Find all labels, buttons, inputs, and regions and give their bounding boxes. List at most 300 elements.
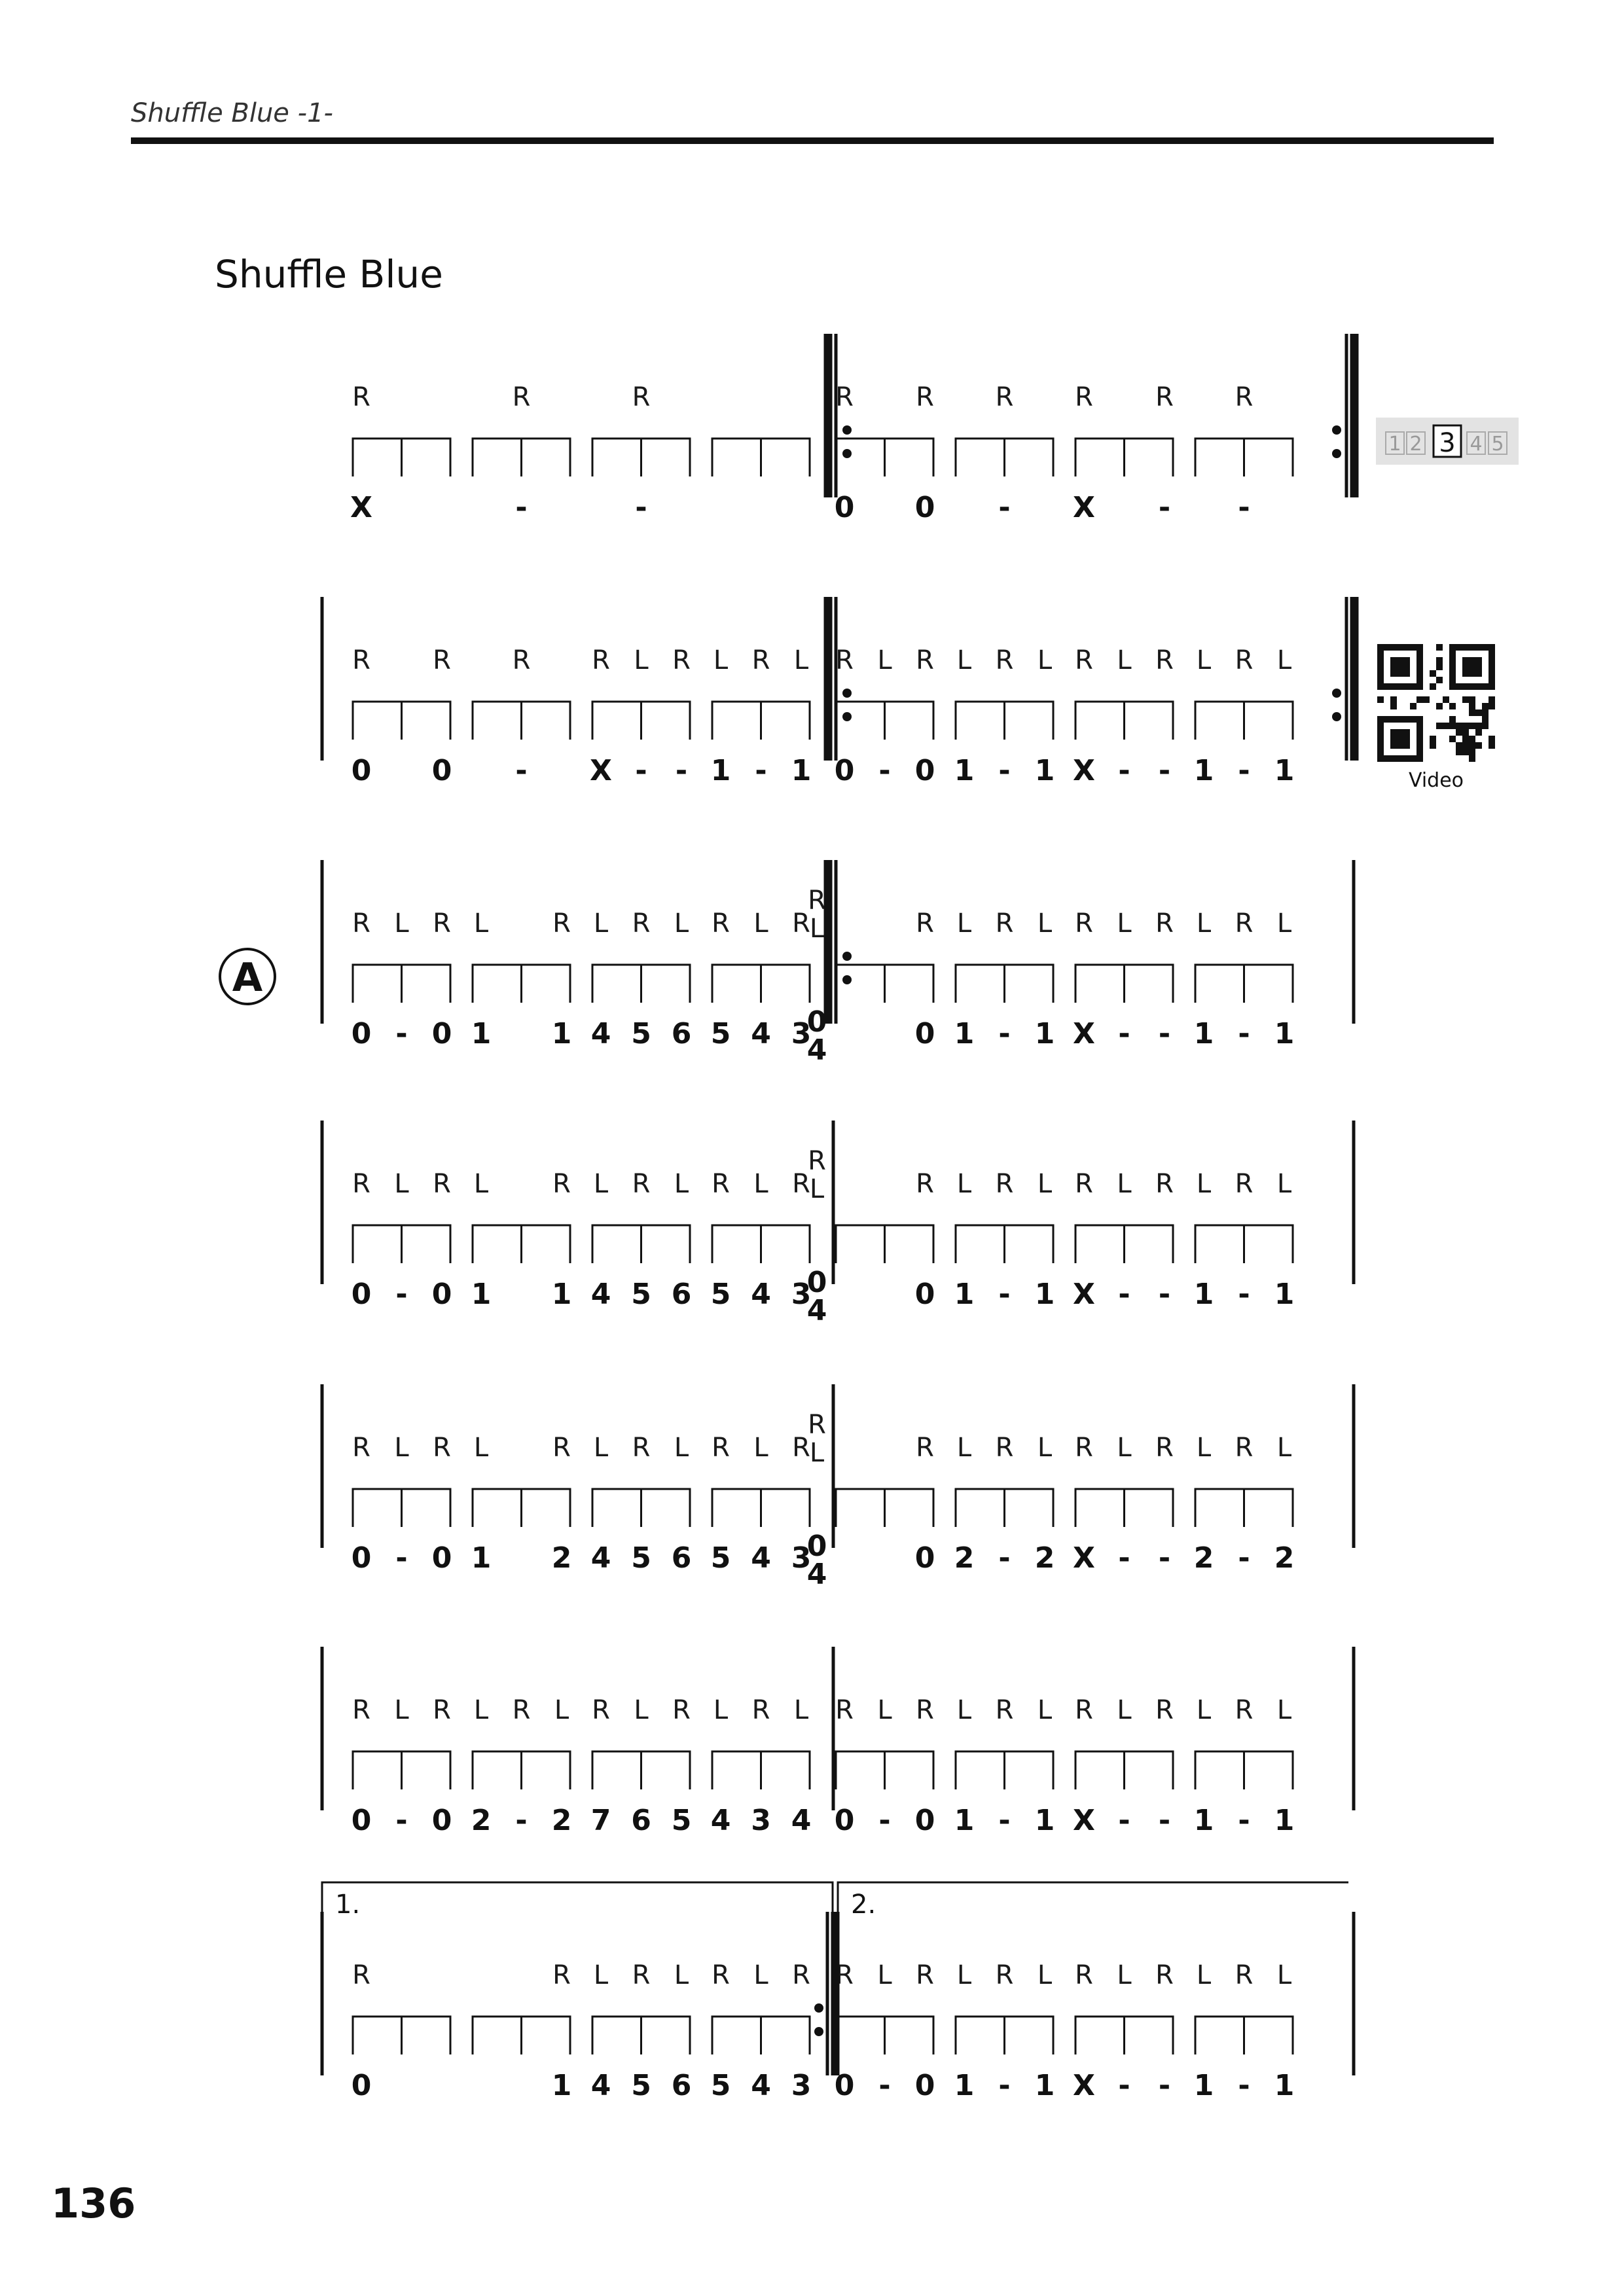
qr-module — [1430, 670, 1436, 677]
note-value: - — [998, 754, 1011, 787]
sticking-label: R — [835, 645, 854, 675]
sticking-label: L — [1117, 908, 1132, 939]
qr-module — [1456, 749, 1462, 755]
sticking-label: L — [634, 645, 649, 675]
sticking-label: R — [1075, 908, 1093, 939]
note-value: 1 — [954, 1804, 975, 1837]
qr-module — [1462, 723, 1469, 729]
beam-group — [836, 2017, 933, 2054]
sticking-label: R — [1235, 645, 1254, 675]
note-value: X — [1073, 1017, 1095, 1050]
qr-module — [1456, 723, 1462, 729]
sticking-label: L — [554, 1695, 569, 1725]
note-value: 1 — [1034, 1804, 1055, 1837]
note-value: - — [998, 1017, 1011, 1050]
note-value: 1 — [1274, 2069, 1295, 2102]
sticking-label: R — [1075, 382, 1093, 412]
sticking-label: R — [916, 1960, 934, 1990]
ending-label-2: 2. — [851, 1890, 876, 1920]
note-value: 4 — [590, 1017, 611, 1050]
note-value: 0 — [834, 2069, 855, 2102]
qr-module — [1489, 742, 1495, 749]
note-value: 1 — [954, 1278, 975, 1311]
note-value: 1 — [471, 1541, 492, 1575]
stacked-sticking: L — [809, 914, 825, 944]
sticking-label: L — [1276, 1169, 1292, 1199]
beam-group — [712, 2017, 810, 2054]
sticking-label: R — [792, 1433, 810, 1463]
sticking-label: L — [713, 645, 729, 675]
note-value: X — [1073, 754, 1095, 787]
sticking-label: R — [592, 645, 610, 675]
beam-group — [956, 702, 1053, 740]
beam-group — [1195, 965, 1293, 1003]
beam-group — [836, 702, 933, 740]
note-value: 2 — [1034, 1541, 1055, 1575]
note-value: 0 — [914, 754, 935, 787]
sticking-label: R — [1155, 1433, 1174, 1463]
sticking-label: L — [1196, 1169, 1212, 1199]
qr-finder-core — [1390, 729, 1410, 749]
qr-module — [1423, 696, 1430, 703]
score-row-4 — [322, 1121, 1354, 1327]
note-value: 5 — [710, 1278, 731, 1311]
beam-group — [956, 965, 1053, 1003]
note-value: - — [515, 1804, 528, 1837]
sticking-label: R — [1075, 1695, 1093, 1725]
qr-module — [1482, 723, 1489, 729]
sticking-label: L — [1037, 645, 1053, 675]
sticking-label: R — [712, 1960, 730, 1990]
sticking-label: R — [1075, 1960, 1093, 1990]
sticking-label: R — [1235, 1960, 1254, 1990]
sticking-label: R — [352, 1433, 370, 1463]
note-value: - — [998, 2069, 1011, 2102]
sticking-label: R — [751, 1695, 770, 1725]
qr-module — [1462, 742, 1469, 749]
sticking-label: L — [674, 1433, 689, 1463]
sticking-label: R — [1235, 1433, 1254, 1463]
note-value: 5 — [631, 2069, 651, 2102]
qr-module — [1443, 723, 1449, 729]
sticking-label: R — [995, 1695, 1014, 1725]
note-value: 1 — [471, 1278, 492, 1311]
sticking-label: R — [433, 645, 451, 675]
note-value: 1 — [1193, 2069, 1214, 2102]
qr-module — [1443, 696, 1449, 703]
note-value: X — [1073, 1278, 1095, 1311]
repeat-start-dot-top — [842, 689, 852, 698]
sticking-label: L — [1276, 1960, 1292, 1990]
sticking-label: R — [512, 382, 531, 412]
note-value: 2 — [954, 1541, 975, 1575]
sticking-label: L — [1117, 1169, 1132, 1199]
note-value: - — [395, 1278, 408, 1311]
sticking-label: R — [352, 1695, 370, 1725]
sticking-label: R — [1075, 1433, 1093, 1463]
video-label: Video — [1408, 769, 1464, 792]
note-value: 1 — [954, 754, 975, 787]
qr-module — [1416, 696, 1423, 703]
note-value: 1 — [1193, 1278, 1214, 1311]
note-value: 0 — [834, 1804, 855, 1837]
beam-group — [712, 1751, 810, 1789]
note-value: 3 — [791, 1541, 812, 1575]
sticking-label: L — [1196, 1960, 1212, 1990]
qr-finder-core — [1390, 657, 1410, 677]
sticking-label: R — [712, 1433, 730, 1463]
repeat-end-dot-bottom — [814, 2027, 823, 2036]
stacked-sticking: R — [808, 1410, 826, 1440]
repeat-counter-digit: 1 — [1388, 433, 1401, 456]
note-value: 0 — [431, 1804, 452, 1837]
qr-module — [1430, 736, 1436, 742]
note-value: 5 — [710, 1017, 731, 1050]
beam-group — [473, 702, 570, 740]
note-value: - — [1158, 754, 1171, 787]
sticking-label: L — [1117, 1695, 1132, 1725]
score-row-2 — [322, 597, 1495, 792]
qr-module — [1482, 716, 1489, 723]
sticking-label: L — [1037, 908, 1053, 939]
note-value: 4 — [751, 1278, 771, 1311]
repeat-start-dot-top — [842, 952, 852, 961]
qr-module — [1475, 729, 1482, 736]
sticking-label: L — [634, 1695, 649, 1725]
beam-group — [1075, 1751, 1173, 1789]
qr-module — [1469, 755, 1475, 762]
beam-group — [1195, 1489, 1293, 1527]
sticking-label: R — [592, 1695, 610, 1725]
qr-module — [1482, 703, 1489, 709]
note-value: - — [1118, 1278, 1130, 1311]
running-title: Shuffle Blue -1- — [131, 98, 333, 128]
qr-module — [1436, 677, 1443, 683]
beam-group — [712, 1489, 810, 1527]
sticking-label: R — [1155, 645, 1174, 675]
beam-group — [353, 702, 450, 740]
note-value: 5 — [631, 1017, 651, 1050]
note-value: 1 — [1274, 1804, 1295, 1837]
note-value: 0 — [351, 1804, 372, 1837]
ending-bracket-1 — [322, 1882, 833, 1918]
ending-label-1: 1. — [335, 1890, 361, 1920]
beam-group — [353, 1751, 450, 1789]
score-row-1 — [350, 334, 1519, 524]
note-value: - — [635, 491, 647, 524]
sticking-label: L — [793, 1695, 809, 1725]
beam-group — [836, 439, 933, 476]
qr-module — [1436, 664, 1443, 670]
section-label: A — [232, 955, 263, 1001]
repeat-end-dot-top — [1332, 425, 1341, 435]
note-value: 1 — [551, 2069, 572, 2102]
note-value: - — [1238, 1541, 1250, 1575]
note-value: 2 — [551, 1804, 572, 1837]
note-value: - — [998, 491, 1011, 524]
note-value: 6 — [631, 1804, 651, 1837]
beam-group — [473, 439, 570, 476]
note-value: - — [1158, 1804, 1171, 1837]
sticking-label: R — [1155, 1960, 1174, 1990]
sticking-label: R — [1155, 1695, 1174, 1725]
note-value: - — [1158, 491, 1171, 524]
note-value: - — [515, 754, 528, 787]
note-value: 0 — [351, 1278, 372, 1311]
note-value: 1 — [1034, 754, 1055, 787]
note-value: 2 — [551, 1541, 572, 1575]
score-row-3 — [220, 860, 1354, 1067]
note-value: 1 — [954, 2069, 975, 2102]
note-value: 0 — [914, 1804, 935, 1837]
note-value: - — [395, 1017, 408, 1050]
repeat-end-dot-bottom — [1332, 449, 1341, 458]
sticking-label: L — [956, 1960, 972, 1990]
qr-module — [1430, 742, 1436, 749]
sticking-label: L — [674, 908, 689, 939]
sticking-label: R — [712, 908, 730, 939]
note-value: 0 — [914, 1541, 935, 1575]
sticking-label: L — [1037, 1960, 1053, 1990]
note-value: 1 — [1274, 1278, 1295, 1311]
sticking-label: L — [753, 1169, 768, 1199]
note-value: X — [1073, 491, 1095, 524]
note-value: 4 — [710, 1804, 731, 1837]
note-value: 4 — [590, 1541, 611, 1575]
note-value: 5 — [710, 2069, 731, 2102]
note-value: - — [1118, 1017, 1130, 1050]
sticking-label: R — [433, 1169, 451, 1199]
qr-module — [1489, 736, 1495, 742]
ending-bracket-2 — [838, 1882, 1348, 1918]
sticking-label: R — [552, 908, 571, 939]
beam-group — [1195, 1225, 1293, 1263]
note-value: - — [1118, 754, 1130, 787]
qr-module — [1456, 729, 1462, 736]
repeat-start-dot-bottom — [842, 449, 852, 458]
stacked-note: 0 — [806, 1266, 827, 1299]
note-value: - — [998, 1278, 1011, 1311]
beam-group — [473, 965, 570, 1003]
sticking-label: R — [712, 1169, 730, 1199]
sticking-label: R — [1155, 382, 1174, 412]
sticking-label: R — [632, 382, 651, 412]
note-value: - — [878, 2069, 891, 2102]
sticking-label: L — [473, 1169, 489, 1199]
note-value: 0 — [351, 1017, 372, 1050]
sticking-label: L — [713, 1695, 729, 1725]
sticking-label: L — [1037, 1695, 1053, 1725]
sticking-label: L — [1196, 645, 1212, 675]
stacked-sticking: R — [808, 1146, 826, 1176]
beam-group — [1075, 1489, 1173, 1527]
score-row-6 — [322, 1647, 1354, 1837]
sticking-label: R — [995, 1433, 1014, 1463]
sticking-label: R — [552, 1433, 571, 1463]
note-value: - — [1238, 491, 1250, 524]
note-value: 0 — [431, 754, 452, 787]
beam-group — [712, 702, 810, 740]
qr-module — [1489, 703, 1495, 709]
sticking-label: R — [632, 908, 651, 939]
beam-group — [473, 1489, 570, 1527]
note-value: 6 — [671, 1278, 692, 1311]
page-title: Shuffle Blue — [215, 252, 443, 296]
note-value: 1 — [1193, 1804, 1214, 1837]
sticking-label: L — [956, 1433, 972, 1463]
sticking-label: L — [473, 1433, 489, 1463]
note-value: - — [515, 491, 528, 524]
note-value: X — [350, 491, 372, 524]
qr-module — [1377, 696, 1384, 703]
repeat-counter-digit: 2 — [1409, 433, 1422, 456]
note-value: 5 — [631, 1541, 651, 1575]
beam-group — [1075, 439, 1173, 476]
sticking-label: L — [956, 1695, 972, 1725]
sticking-label: R — [352, 1169, 370, 1199]
sticking-label: R — [1235, 1169, 1254, 1199]
beam-group — [473, 1225, 570, 1263]
qr-module — [1430, 683, 1436, 690]
sticking-label: R — [835, 382, 854, 412]
qr-module — [1469, 742, 1475, 749]
stacked-sticking: R — [808, 886, 826, 916]
beam-group — [1195, 702, 1293, 740]
note-value: - — [395, 1804, 408, 1837]
sticking-label: L — [1276, 1695, 1292, 1725]
stacked-sticking: L — [809, 1174, 825, 1204]
note-value: 6 — [671, 2069, 692, 2102]
beam-group — [353, 965, 450, 1003]
note-value: 0 — [834, 754, 855, 787]
beam-group — [836, 1751, 933, 1789]
note-value: 1 — [1034, 2069, 1055, 2102]
beam-group — [592, 1225, 690, 1263]
note-value: 1 — [1193, 1017, 1214, 1050]
note-value: 0 — [351, 2069, 372, 2102]
sticking-label: R — [433, 1433, 451, 1463]
note-value: 1 — [1034, 1278, 1055, 1311]
repeat-counter-current: 3 — [1439, 428, 1456, 458]
sticking-label: R — [672, 1695, 691, 1725]
sticking-label: R — [1155, 1169, 1174, 1199]
beam-group — [956, 1751, 1053, 1789]
sticking-label: R — [916, 1433, 934, 1463]
qr-module — [1475, 742, 1482, 749]
note-value: 1 — [954, 1017, 975, 1050]
repeat-counter-digit: 4 — [1470, 433, 1483, 456]
note-value: 0 — [834, 491, 855, 524]
beam-group — [592, 965, 690, 1003]
sticking-label: R — [1075, 645, 1093, 675]
qr-module — [1469, 749, 1475, 755]
sticking-label: L — [394, 908, 409, 939]
note-value: 7 — [590, 1804, 611, 1837]
note-value: 1 — [710, 754, 731, 787]
note-value: - — [1118, 1804, 1130, 1837]
beam-group — [956, 439, 1053, 476]
sticking-label: R — [916, 908, 934, 939]
beam-group — [592, 1489, 690, 1527]
note-value: 0 — [914, 1017, 935, 1050]
qr-module — [1462, 696, 1469, 703]
sticking-label: R — [632, 1433, 651, 1463]
score-row-7 — [322, 1882, 1354, 2102]
repeat-counter-digit: 5 — [1491, 433, 1504, 456]
note-value: - — [878, 1804, 891, 1837]
beam-group — [1075, 1225, 1173, 1263]
beam-group — [956, 1489, 1053, 1527]
sticking-label: R — [835, 1960, 854, 1990]
sticking-label: R — [995, 1960, 1014, 1990]
note-value: 4 — [590, 2069, 611, 2102]
note-value: - — [1158, 1278, 1171, 1311]
sticking-label: R — [672, 645, 691, 675]
sticking-label: R — [433, 908, 451, 939]
sticking-label: L — [593, 1433, 609, 1463]
qr-module — [1489, 696, 1495, 703]
beam-group — [1195, 439, 1293, 476]
note-value: 2 — [1274, 1541, 1295, 1575]
note-value: 4 — [590, 1278, 611, 1311]
note-value: 1 — [791, 754, 812, 787]
qr-module — [1436, 703, 1443, 709]
qr-module — [1462, 749, 1469, 755]
note-value: 1 — [1274, 754, 1295, 787]
qr-module — [1462, 729, 1469, 736]
note-value: - — [1238, 754, 1250, 787]
page-number: 136 — [51, 2179, 136, 2227]
note-value: 0 — [431, 1541, 452, 1575]
note-value: - — [1158, 2069, 1171, 2102]
stacked-note: 4 — [806, 1558, 827, 1591]
sticking-label: R — [995, 645, 1014, 675]
sticking-label: R — [751, 645, 770, 675]
sticking-label: L — [394, 1695, 409, 1725]
sticking-label: R — [352, 382, 370, 412]
sticking-label: R — [552, 1169, 571, 1199]
note-value: 0 — [914, 1278, 935, 1311]
note-value: 1 — [551, 1278, 572, 1311]
stacked-note: 4 — [806, 1033, 827, 1067]
note-value: X — [1073, 2069, 1095, 2102]
sticking-label: L — [877, 645, 892, 675]
beam-group — [1195, 2017, 1293, 2054]
qr-finder-core — [1462, 657, 1482, 677]
qr-module — [1469, 709, 1475, 716]
repeat-start-dot-bottom — [842, 712, 852, 721]
sticking-label: L — [674, 1169, 689, 1199]
note-value: 3 — [791, 1017, 812, 1050]
sticking-label: R — [792, 1960, 810, 1990]
sticking-label: L — [1276, 1433, 1292, 1463]
repeat-start-dot-bottom — [842, 975, 852, 984]
qr-module — [1449, 723, 1456, 729]
sticking-label: L — [593, 1960, 609, 1990]
sticking-label: L — [1276, 645, 1292, 675]
note-value: - — [998, 1804, 1011, 1837]
qr-module — [1469, 723, 1475, 729]
beam-group — [353, 1225, 450, 1263]
qr-module — [1462, 736, 1469, 742]
qr-module — [1436, 723, 1443, 729]
beam-group — [592, 439, 690, 476]
note-value: 0 — [431, 1278, 452, 1311]
sticking-label: R — [632, 1169, 651, 1199]
note-value: - — [1238, 2069, 1250, 2102]
note-value: 1 — [551, 1017, 572, 1050]
sticking-label: L — [793, 645, 809, 675]
